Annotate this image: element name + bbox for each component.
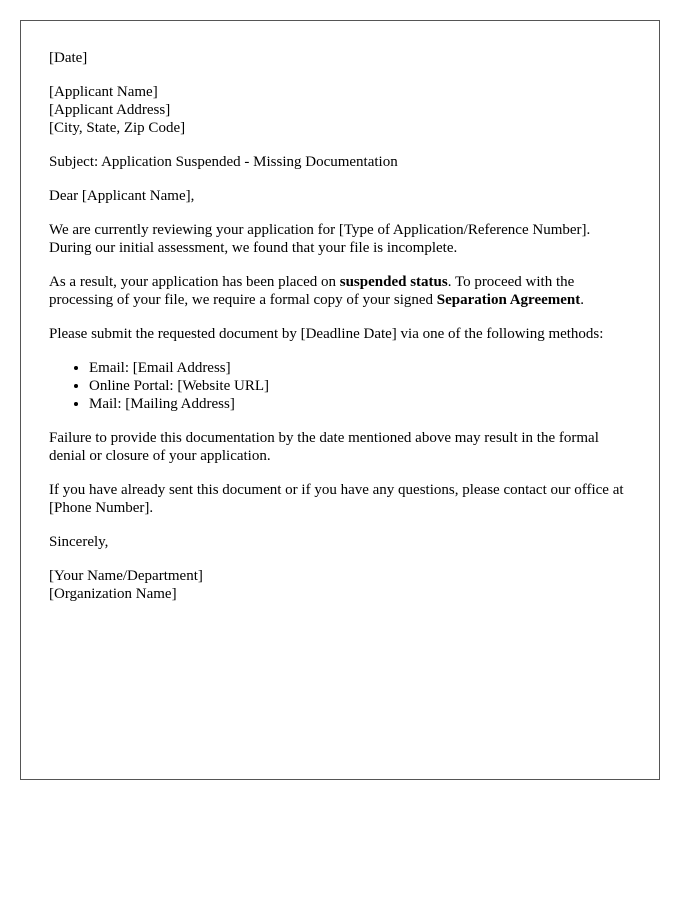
letter-salutation: Dear [Applicant Name], xyxy=(49,188,195,204)
body-paragraph-warning: Failure to provide this documentation by the date mentioned above may result in the formal denial or closure of your application. xyxy=(49,430,599,464)
recipient-city-state-zip: [City, State, Zip Code] xyxy=(49,120,186,136)
letter-date: [Date] xyxy=(49,50,88,66)
recipient-name: [Applicant Name] xyxy=(49,84,158,100)
submission-methods-list xyxy=(49,359,631,413)
body-paragraph-suspension xyxy=(49,273,631,309)
method-mail: • Mail: [Mailing Address] xyxy=(89,395,631,413)
signature-organization: [Organization Name] xyxy=(49,586,177,602)
method-email: • Email: [Email Address] xyxy=(89,359,631,377)
signature-name-department: [Your Name/Department] xyxy=(49,568,203,584)
separation-agreement-emphasis: Separation Agreement xyxy=(436,292,581,308)
recipient-block xyxy=(49,83,631,137)
signature-block xyxy=(49,567,631,603)
body-paragraph-contact: If you have already sent this document or if you have any questions, please contact our office at [Phone Number]. xyxy=(49,482,624,516)
letter-closing: Sincerely, xyxy=(49,534,109,550)
letter-document xyxy=(20,20,660,780)
method-online-portal: • Online Portal: [Website URL] xyxy=(89,377,631,395)
suspension-text-3: . xyxy=(580,292,584,308)
letter-subject: Subject: Application Suspended - Missing Documentation xyxy=(49,154,398,170)
body-paragraph-submit: Please submit the requested document by [Deadline Date] via one of the following methods: xyxy=(49,326,604,342)
suspension-text-2: . To proceed with the processing of your file, we require a formal copy of your signed xyxy=(49,274,575,308)
recipient-address: [Applicant Address] xyxy=(49,102,171,118)
suspension-text-1: As a result, your application has been placed on xyxy=(49,274,340,290)
body-paragraph-review: We are currently reviewing your application for [Type of Application/Reference Number]. During our initial assessment, we found that your file is incomplete. xyxy=(49,222,591,256)
suspended-status-emphasis: suspended status xyxy=(339,274,448,290)
